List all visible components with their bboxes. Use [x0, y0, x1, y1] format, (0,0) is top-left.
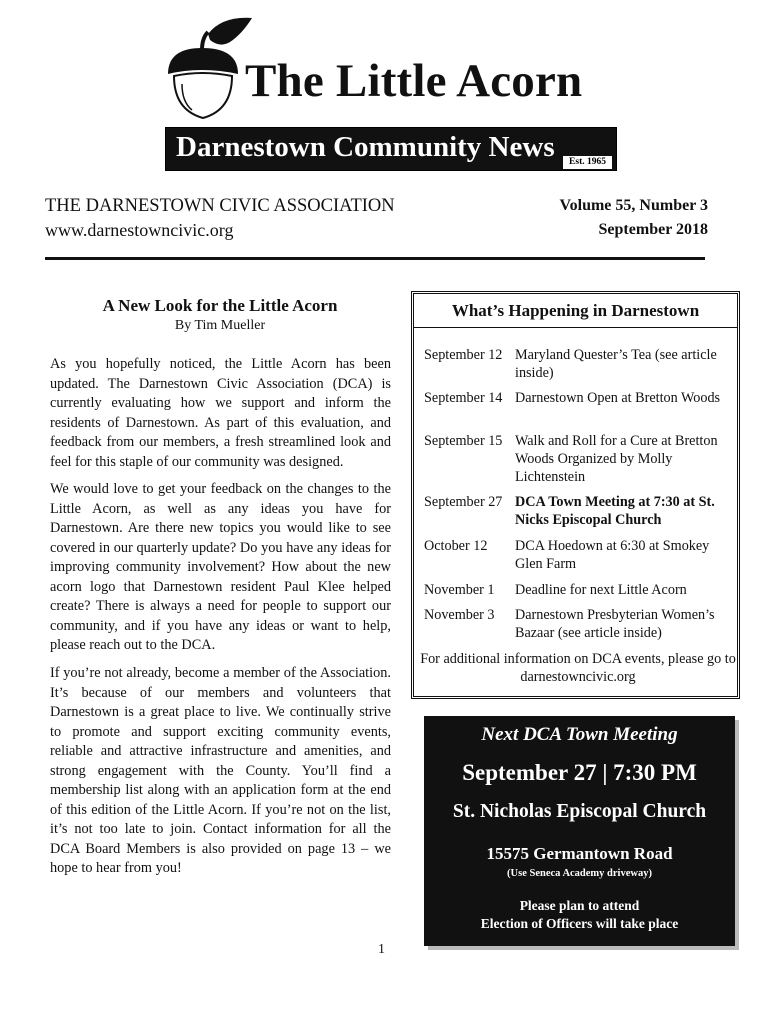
established-badge: Est. 1965 — [563, 156, 612, 169]
meeting-address: 15575 Germantown Road — [486, 844, 673, 863]
article-title: A New Look for the Little Acorn — [102, 296, 338, 315]
page-number: 1 — [378, 942, 385, 957]
organization-website-link[interactable]: www.darnestowncivic.org — [45, 220, 234, 240]
event-description: Darnestown Open at Bretton Woods — [515, 390, 721, 406]
article-byline: By Tim Mueller — [174, 318, 266, 333]
event-date: September 12 — [424, 347, 503, 363]
event-description: Deadline for next Little Acorn — [515, 582, 687, 598]
meeting-note: (Use Seneca Academy driveway) — [507, 868, 652, 879]
event-description: Walk and Roll for a Cure at Bretton Woods Organized by Molly Lichtenstein — [515, 433, 718, 485]
event-date: October 12 — [424, 538, 488, 554]
masthead-banner — [165, 127, 617, 171]
article-paragraph: If you’re not already, become a member of the Association. It’s because of our members and volunteers that Darnestown is a great place to live. We continually strive to promote and support exciting community events, reliable and attractive infrastructure and amenities, and strong engagement with the County. You’ll find a membership list along with an application form at the end of this edition of the Little Acorn. If you’re not on the list, it’s not too late to join. Contact information for all the DCA Board Members is also provided on page 13 – we hope to hear from you! — [50, 665, 391, 876]
article-paragraph: We would love to get your feedback on the changes to the Little Acorn, as well as any ideas you have for Darnestown. Are there new topics you would like to see covered in our quarterly update? Do you have any ideas for improving community involvement? How about the new acorn logo that Darnestown resident Paul Klee helped create? There is always a need for people to support our community, and if you have any ideas or want to help, please reach out to the DCA. — [50, 481, 391, 653]
event-description: DCA Town Meeting at 7:30 at St. Nicks Episcopal Church — [515, 494, 715, 528]
event-description: Maryland Quester’s Tea (see article inside) — [515, 347, 717, 381]
events-title: What’s Happening in Darnestown — [451, 301, 700, 320]
meeting-box — [424, 716, 735, 946]
events-box — [411, 291, 740, 699]
events-title-divider — [414, 327, 737, 328]
event-description: DCA Hoedown at 6:30 at Smokey Glen Farm — [515, 538, 710, 572]
event-date: September 15 — [424, 433, 503, 449]
event-date: September 27 — [424, 494, 503, 510]
meeting-election: Election of Officers will take place — [480, 916, 679, 931]
masthead-title: The Little Acorn — [245, 55, 583, 107]
header-divider — [45, 257, 705, 260]
event-date: September 14 — [424, 390, 503, 406]
event-description: Darnestown Presbyterian Women’s Bazaar (see article inside) — [515, 607, 715, 641]
organization-name: THE DARNESTOWN CIVIC ASSOCIATION — [45, 196, 395, 216]
events-footer: For additional information on DCA events, please go to darnestowncivic.org — [420, 651, 736, 685]
issue-date: September 2018 — [598, 221, 708, 238]
issue-volume: Volume 55, Number 3 — [559, 197, 708, 214]
meeting-venue: St. Nicholas Episcopal Church — [452, 801, 707, 822]
meeting-heading: Next DCA Town Meeting — [481, 724, 678, 745]
event-date: November 1 — [424, 582, 495, 598]
meeting-attend: Please plan to attend — [519, 898, 640, 913]
meeting-datetime: September 27 | 7:30 PM — [462, 760, 697, 785]
masthead-subtitle: Darnestown Community News — [176, 131, 555, 163]
article-paragraph: As you hopefully noticed, the Little Acorn has been updated. The Darnestown Civic Association (DCA) is currently evaluating how we support and inform the residents of Darnestown. As part of this evaluation, and feedback from our members, a fresh streamlined look and feel for this staple of our community was designed. — [50, 356, 391, 470]
event-date: November 3 — [424, 607, 495, 623]
